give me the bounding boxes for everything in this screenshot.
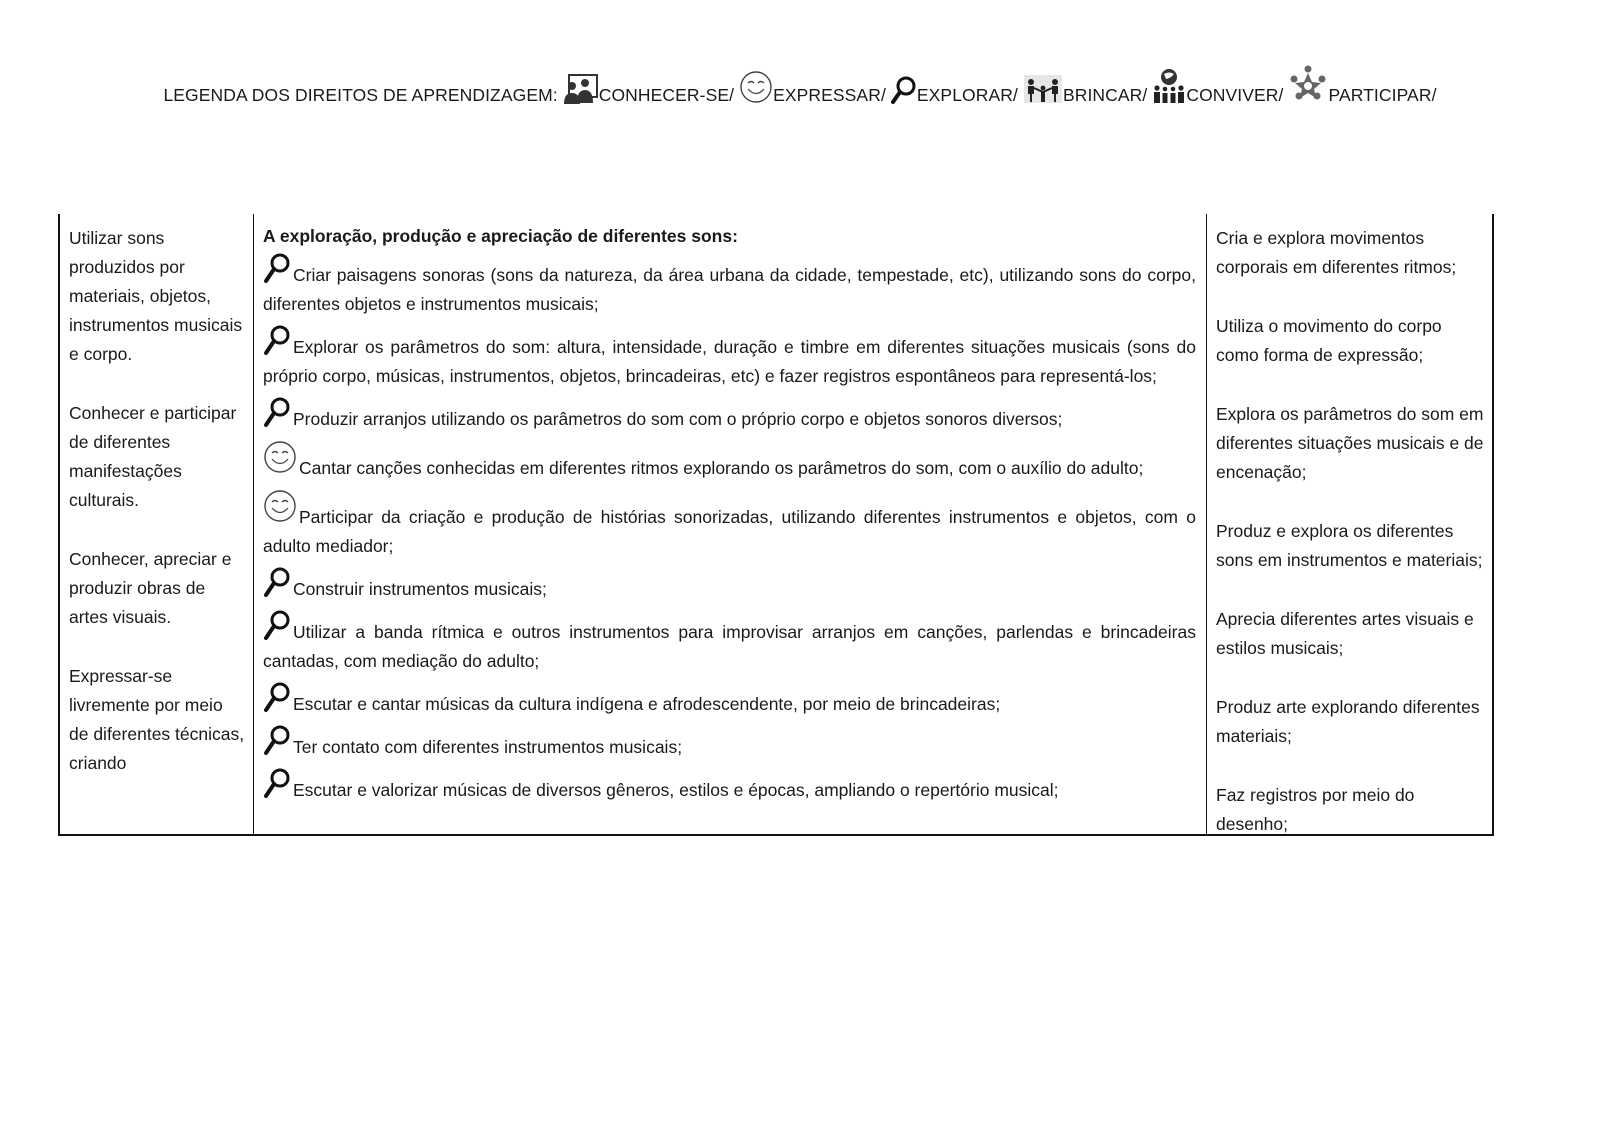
globe-people-icon — [1152, 68, 1186, 104]
objective-item: Utilizar sons produzidos por materiais, objetos, instrumentos musicais e corpo. — [69, 228, 243, 364]
participation-star-icon — [1288, 64, 1328, 104]
assessment-item: Explora os parâmetros do som em diferentes situações musicais e de encenação; — [1216, 404, 1484, 482]
magnifier-icon — [891, 76, 917, 104]
legend-label-explorar: EXPLORAR/ — [916, 85, 1018, 105]
magnifier-icon — [263, 325, 291, 355]
activity-item — [263, 725, 1196, 762]
activity-text: Utilizar a banda rítmica e outros instrumentos para improvisar arranjos em canções, parlendas e brincadeiras cantadas, com mediação do adulto; — [263, 622, 1196, 671]
activity-item — [263, 610, 1196, 676]
legend-label-expressar: EXPRESSAR/ — [773, 85, 886, 105]
smile-icon — [263, 489, 297, 523]
activity-item — [263, 682, 1196, 719]
assessment-item: Produz e explora os diferentes sons em instrumentos e materiais; — [1216, 521, 1483, 570]
activity-text: Participar da criação e produção de histórias sonorizadas, utilizando diferentes instrumentos e objetos, com o adulto mediador; — [263, 507, 1196, 556]
activities-column — [254, 214, 1207, 834]
smile-icon — [263, 440, 297, 474]
people-icon — [563, 74, 599, 104]
assessment-column — [1207, 214, 1492, 834]
legend-prefix: LEGENDA DOS DIREITOS DE APRENDIZAGEM: — [163, 85, 558, 105]
legend-item-expressar — [739, 70, 886, 106]
learning-table — [58, 214, 1494, 836]
magnifier-icon — [263, 567, 291, 597]
magnifier-icon — [263, 610, 291, 640]
activity-text: Escutar e cantar músicas da cultura indígena e afrodescendente, por meio de brincadeiras; — [293, 694, 1001, 714]
legend-item-conviver — [1152, 68, 1283, 106]
playing-kids-icon — [1023, 74, 1063, 104]
legend — [0, 64, 1600, 106]
activity-text: Cantar canções conhecidas em diferentes ritmos explorando os parâmetros do som, com o auxílio do adulto; — [299, 458, 1144, 478]
activities-title: A exploração, produção e apreciação de diferentes sons: — [263, 226, 738, 246]
legend-label-conviver: CONVIVER/ — [1186, 85, 1284, 105]
assessment-item: Cria e explora movimentos corporais em diferentes ritmos; — [1216, 228, 1457, 277]
magnifier-icon — [263, 253, 291, 283]
legend-item-brincar — [1023, 74, 1147, 106]
legend-item-explorar — [891, 76, 1018, 106]
magnifier-icon — [263, 768, 291, 798]
objectives-column — [60, 214, 254, 834]
activity-item — [263, 567, 1196, 604]
objective-item: Conhecer e participar de diferentes manifestações culturais. — [69, 403, 237, 510]
legend-item-conhecer — [563, 74, 734, 106]
assessment-item: Produz arte explorando diferentes materiais; — [1216, 697, 1480, 746]
activity-text: Explorar os parâmetros do som: altura, intensidade, duração e timbre em diferentes situações musicais (sons do próprio corpo, músicas, instrumentos, objetos, brincadeiras, etc) e fazer registros espontâneos para representá-los; — [263, 337, 1196, 386]
legend-label-participar: PARTICIPAR/ — [1328, 85, 1437, 105]
smile-icon — [739, 70, 773, 104]
assessment-item: Faz registros por meio do desenho; — [1216, 785, 1415, 834]
activity-item — [263, 489, 1196, 561]
activity-text: Produzir arranjos utilizando os parâmetros do som com o próprio corpo e objetos sonoros diversos; — [293, 409, 1063, 429]
objective-item: Expressar-se livremente por meio de diferentes técnicas, criando — [69, 666, 245, 773]
assessment-item: Aprecia diferentes artes visuais e estilos musicais; — [1216, 609, 1474, 658]
magnifier-icon — [263, 682, 291, 712]
activity-text: Ter contato com diferentes instrumentos musicais; — [293, 737, 683, 757]
activity-item — [263, 397, 1196, 434]
activity-item — [263, 440, 1196, 483]
legend-label-brincar: BRINCAR/ — [1062, 85, 1148, 105]
activity-item — [263, 253, 1196, 319]
legend-item-participar — [1288, 64, 1436, 106]
activity-text: Criar paisagens sonoras (sons da natureza, da área urbana da cidade, tempestade, etc), utilizando sons do corpo, diferentes objetos e instrumentos musicais; — [263, 265, 1196, 314]
objective-item: Conhecer, apreciar e produzir obras de artes visuais. — [69, 549, 232, 627]
legend-label-conhecer: CONHECER-SE/ — [598, 85, 735, 105]
magnifier-icon — [263, 397, 291, 427]
magnifier-icon — [263, 725, 291, 755]
activity-text: Construir instrumentos musicais; — [293, 579, 547, 599]
activity-text: Escutar e valorizar músicas de diversos gêneros, estilos e épocas, ampliando o repertório musical; — [293, 780, 1059, 800]
activity-item — [263, 768, 1196, 805]
assessment-item: Utiliza o movimento do corpo como forma de expressão; — [1216, 316, 1442, 365]
activity-item — [263, 325, 1196, 391]
